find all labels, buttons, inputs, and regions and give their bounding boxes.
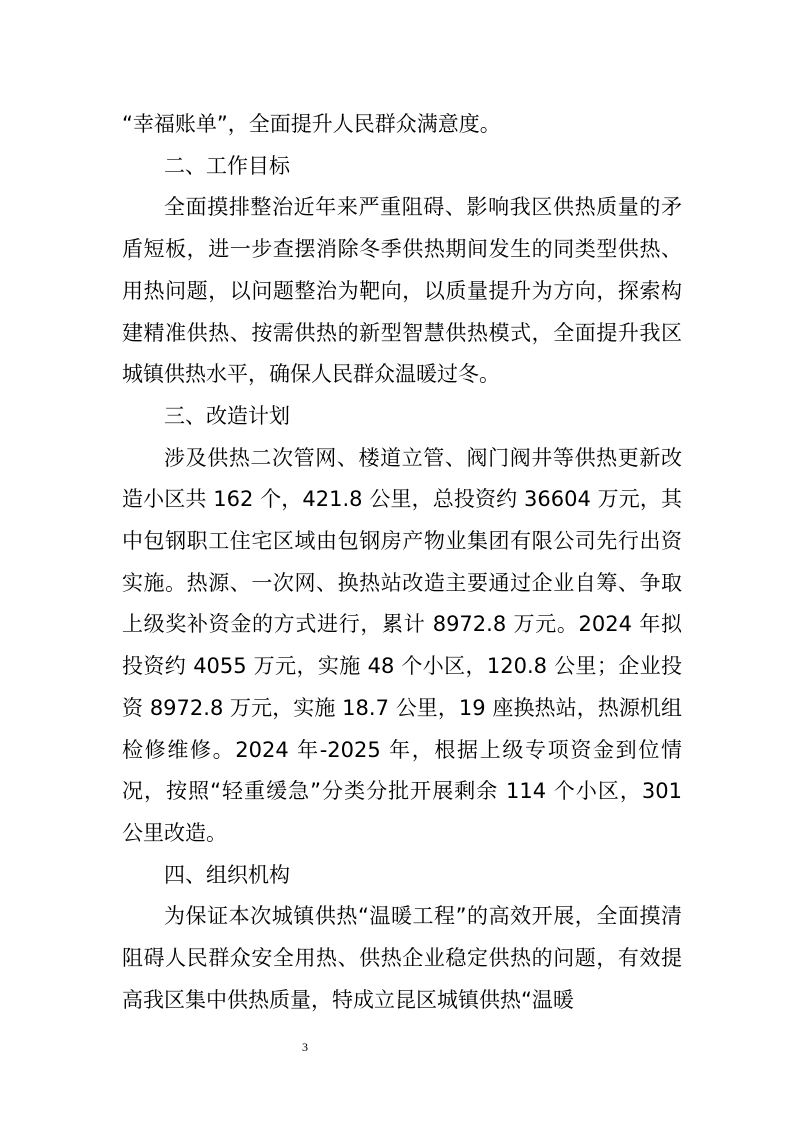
document-body (122, 104, 682, 1021)
section-heading-renovation-plan: 三、改造计划 (164, 403, 290, 428)
paragraph-work-goals: 全面摸排整治近年来严重阻碍、影响我区供热质量的矛盾短板，进一步查摆消除冬季供热期间发生的同类型供热、用热问题，以问题整治为靶向，以质量提升为方向，探索构建精准供热、按需供热的新型智慧供热模式，全面提升我区城镇供热水平，确保人民群众温暖过冬。 (122, 195, 682, 387)
section-heading-organization: 四、组织机构 (164, 862, 290, 887)
paragraph-renovation-plan: 涉及供热二次管网、楼道立管、阀门阀井等供热更新改造小区共 162 个，421.8 公里，总投资约 36604 万元，其中包钢职工住宅区域由包钢房产物业集团有限公司先行出资实施。热源、一次网、换热站改造主要通过企业自筹、争取上级奖补资金的方式进行，累计 8972.8 万元。2024 年拟投资约 4055 万元，实施 48 个小区，120.8 公里；企业投资 8972.8 万元，实施 18.7 公里，19 座换热站，热源机组检修维修。2024 年-2025 年，根据上级专项资金到位情况，按照“轻重缓急”分类分批开展剩余 114 个小区，301 公里改造。 (122, 445, 682, 845)
section-heading-work-goals: 二、工作目标 (164, 153, 290, 178)
paragraph-continuation: “幸福账单”，全面提升人民群众满意度。 (122, 112, 501, 136)
paragraph-organization: 为保证本次城镇供热“温暖工程”的高效开展，全面摸清阻碍人民群众安全用热、供热企业稳定供热的问题，有效提高我区集中供热质量，特成立昆区城镇供热“温暖 (122, 904, 682, 1012)
page-number: 3 (302, 1040, 308, 1054)
